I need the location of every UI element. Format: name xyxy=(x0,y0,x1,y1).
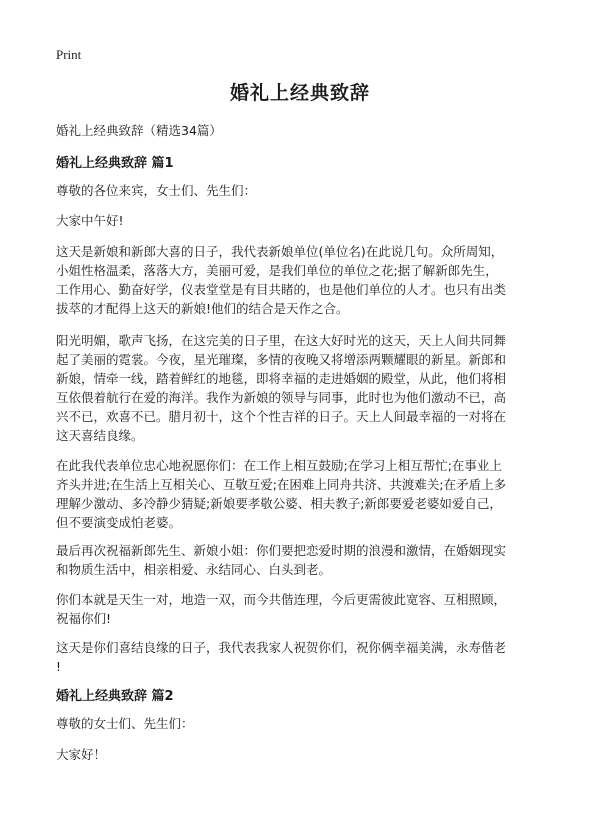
paragraph-greeting xyxy=(56,181,548,200)
text-line: 齐头并进;在生活上互相关心、互敬互爱;在困难上同舟共济、共渡难关;在矛盾上多 xyxy=(56,477,507,492)
text-line: ! xyxy=(56,659,62,674)
text-line: 小姐性格温柔，落落大方，美丽可爱，是我们单位的单位之花;据了解新郎先生， xyxy=(56,263,498,278)
paragraph-hello xyxy=(56,211,548,230)
paragraph-greeting xyxy=(56,714,548,733)
document-subtitle: 婚礼上经典致辞（精选34篇） xyxy=(56,123,222,138)
paragraph-body xyxy=(56,541,548,579)
paragraph-body xyxy=(56,638,548,676)
paragraph-body xyxy=(56,331,548,445)
section-heading-1: 婚礼上经典致辞 篇1 xyxy=(56,156,174,171)
section-heading-2: 婚礼上经典致辞 篇2 xyxy=(56,689,174,704)
text-line: 和物质生活中，相亲相爱、永结同心、白头到老。 xyxy=(56,562,332,577)
text-line: 这天是新娘和新郎大喜的日子，我代表新娘单位(单位名)在此说几句。众所周知， xyxy=(56,244,504,259)
print-link[interactable]: Print xyxy=(56,47,82,62)
text-line: 尊敬的女士们、先生们： xyxy=(56,716,194,731)
text-line: 你们本就是天生一对，地造一双，而今共偕连理，今后更需彼此宽容、互相照顾， xyxy=(56,592,507,607)
text-line: 兴不已，欢喜不已。腊月初十，这个个性吉祥的日子。天上人间最幸福的一对将在 xyxy=(56,409,507,424)
text-line: 互依偎着航行在爱的海洋。我作为新娘的领导与同事，此时也为他们激动不已，高 xyxy=(56,390,507,405)
text-line: 在此我代表单位忠心地祝愿你们：在工作上相互鼓励;在学习上相互帮忙;在事业上 xyxy=(56,458,502,473)
text-line: 大家中午好! xyxy=(56,213,124,228)
text-line: 这天喜结良缘。 xyxy=(56,428,144,443)
text-line: 起了美丽的霓裳。今夜，星光璀璨，多情的夜晚又将增添两颗耀眼的新星。新郎和 xyxy=(56,352,507,367)
paragraph-body xyxy=(56,590,548,628)
text-line: 工作用心、勤奋好学，仪表堂堂是有目共睹的，也是他们单位的人才。也只有出类 xyxy=(56,282,507,297)
text-line: 祝福你们! xyxy=(56,611,112,626)
text-line: 最后再次祝福新郎先生、新娘小姐：你们要把恋爱时期的浪漫和激情，在婚姻现实 xyxy=(56,543,507,558)
text-line: 拔萃的才配得上这天的新娘!他们的结合是天作之合。 xyxy=(56,301,349,316)
text-line: 但不要演变成怕老婆。 xyxy=(56,515,182,530)
text-line: 这天是你们喜结良缘的日子，我代表我家人祝贺你们，祝你俩幸福美满，永寿偕老 xyxy=(56,640,507,655)
paragraph-body xyxy=(56,456,548,532)
paragraph-body xyxy=(56,242,548,318)
text-line: 尊敬的各位来宾，女士们、先生们： xyxy=(56,183,257,198)
text-line: 新娘，情牵一线，踏着鲜红的地毯，即将幸福的走进婚姻的殿堂，从此，他们将相 xyxy=(56,371,507,386)
document-title: 婚礼上经典致辞 xyxy=(229,82,370,104)
text-line: 阳光明媚，歌声飞扬，在这完美的日子里，在这大好时光的这天，天上人间共同舞 xyxy=(56,333,507,348)
paragraph-hello xyxy=(56,745,548,764)
text-line: 大家好！ xyxy=(56,747,107,762)
text-line: 理解少激动、多冷静少猜疑;新娘要孝敬公婆、相夫教子;新郎要爱老婆如爱自己， xyxy=(56,496,502,511)
